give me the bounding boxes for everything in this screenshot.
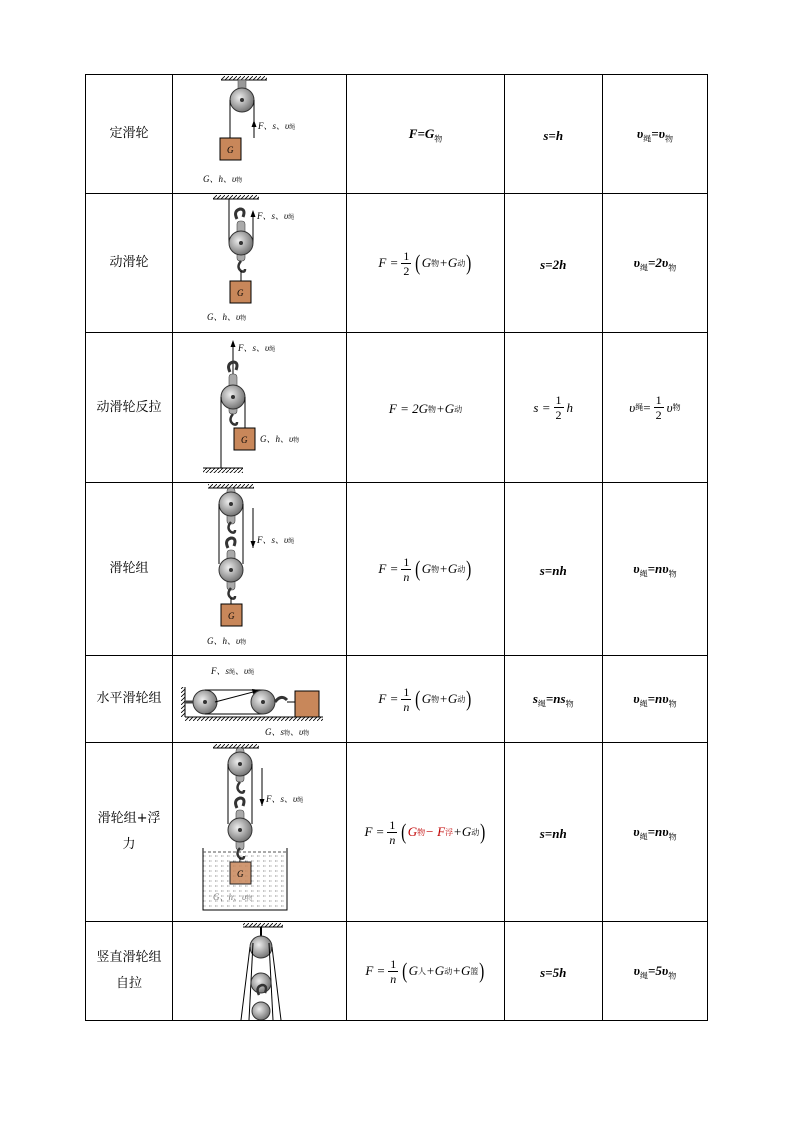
figure-horizontal-pulley <box>173 656 347 743</box>
force-formula: F = $\frac{1}{n}$ ( G 人 +G 动 +G 篮 ) <box>347 922 504 1021</box>
figure-movable-pulley <box>173 194 347 333</box>
svg-text:G: G <box>237 287 244 298</box>
svg-text:F、s绳、υ绳: F、s绳、υ绳 <box>211 665 255 676</box>
speed-formula: $\upsilon_绳=n\upsilon_物$ <box>602 483 707 656</box>
figure-self-pull <box>173 922 347 1021</box>
svg-text:F、s、υ绳: F、s、υ绳 <box>258 120 296 131</box>
table-row <box>86 656 708 743</box>
speed-formula: $\upsilon_绳=5\upsilon_物$ <box>602 922 707 1021</box>
pulley-table <box>85 74 708 1021</box>
row-name: 动滑轮反拉 <box>86 333 173 483</box>
svg-text:F、s、υ绳: F、s、υ绳 <box>266 793 304 804</box>
force-formula: $F=G_物$ <box>347 75 504 194</box>
table-row <box>86 194 708 333</box>
row-name: 水平滑轮组 <box>86 656 173 743</box>
table-row <box>86 75 708 194</box>
figure-fixed-pulley <box>173 75 347 194</box>
row-name: 竖直滑轮组 自拉 <box>86 922 173 1021</box>
svg-text:G: G <box>241 434 248 445</box>
figure-reverse-pulley <box>173 333 347 483</box>
distance-formula: s=nh <box>504 743 602 922</box>
svg-text:F、s、υ绳: F、s、υ绳 <box>238 342 276 353</box>
block-label: G <box>227 144 234 155</box>
svg-text:G、h、υ物: G、h、υ物 <box>207 311 247 322</box>
table-row <box>86 333 708 483</box>
distance-formula: s=5h <box>504 922 602 1021</box>
force-formula: F = $\frac{1}{n}$ ( G 物 +G 动 ) <box>347 483 504 656</box>
distance-formula: s=nh <box>504 483 602 656</box>
force-formula: F = $\frac{1}{n}$ ( G 物 − F 浮 +G 动 ) <box>347 743 504 922</box>
distance-formula: s = $\frac{1}{2}$ h <box>504 333 602 483</box>
svg-text:G: G <box>228 610 235 621</box>
svg-text:G: G <box>237 868 244 879</box>
svg-text:G、s物、υ物: G、s物、υ物 <box>265 726 310 737</box>
distance-formula: s=2h <box>504 194 602 333</box>
speed-formula: $\upsilon_绳=2\upsilon_物$ <box>602 194 707 333</box>
force-formula: F = $\frac{1}{n}$ ( G 物 +G 动 ) <box>347 656 504 743</box>
svg-text:F、s、υ绳: F、s、υ绳 <box>257 534 295 545</box>
figure-pulley-buoyancy <box>173 743 347 922</box>
svg-text:G、h、υ物: G、h、υ物 <box>203 173 243 184</box>
speed-formula: $\upsilon_绳=\upsilon_物$ <box>602 75 707 194</box>
row-name: 滑轮组+浮 力 <box>86 743 173 922</box>
svg-text:G、h、υ物: G、h、υ物 <box>213 891 253 902</box>
speed-formula: υ 绳 = $\frac{1}{2}$ υ 物 <box>602 333 707 483</box>
svg-text:F、s、υ绳: F、s、υ绳 <box>257 210 295 221</box>
speed-formula: $\upsilon_绳=n\upsilon_物$ <box>602 743 707 922</box>
figure-pulley-block <box>173 483 347 656</box>
row-name: 动滑轮 <box>86 194 173 333</box>
table-row <box>86 743 708 922</box>
distance-formula: $s_绳=ns_物$ <box>504 656 602 743</box>
svg-text:G、h、υ物: G、h、υ物 <box>207 635 247 646</box>
table-row <box>86 483 708 656</box>
svg-text:G、h、υ物: G、h、υ物 <box>260 433 300 444</box>
speed-formula: $\upsilon_绳=n\upsilon_物$ <box>602 656 707 743</box>
force-formula: F = $\frac{1}{2}$ ( G 物 +G 动 ) <box>347 194 504 333</box>
distance-formula: s=h <box>504 75 602 194</box>
row-name: 定滑轮 <box>86 75 173 194</box>
row-name: 滑轮组 <box>86 483 173 656</box>
table-row <box>86 922 708 1021</box>
force-formula: F = 2G 物 +G 动 <box>347 333 504 483</box>
